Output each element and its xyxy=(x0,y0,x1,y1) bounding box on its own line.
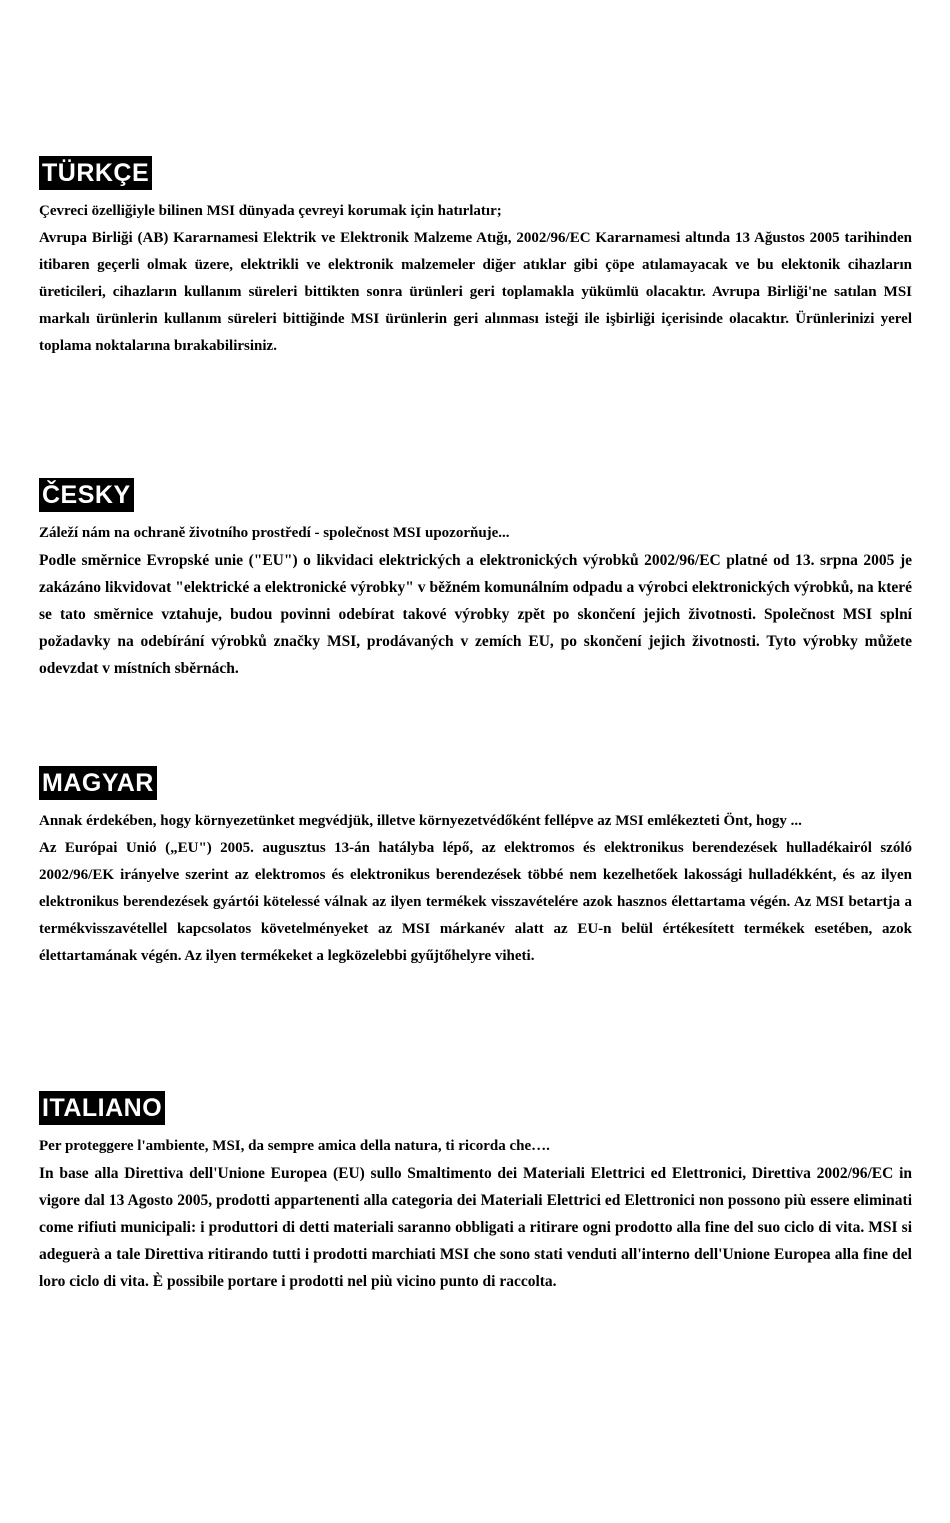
section-italian xyxy=(39,1091,912,1295)
section-turkish xyxy=(39,156,912,360)
section-heading: ČESKY xyxy=(39,478,134,512)
section-intro: Záleží nám na ochraně životního prostředí - společnost MSI upozorňuje... xyxy=(39,525,510,541)
section-body: Az Európai Unió („EU") 2005. augusztus 13-án hatályba lépő, az elektromos és elektronikus berendezések hulladékairól szóló 2002/96/EK irányelve szerint az elektromos és elektronikus berendezések többé nem kezelhetőek lakossági hulladékként, és az ilyen elektronikus berendezések gyártói kötelessé válnak az ilyen termékek visszavételére azok hasznos élettartama végén. Az MSI betartja a termékvisszavétellel kapcsolatos követelményeket az MSI márkanév alatt az EU-n belül értékesített termékek esetében, azok élettartamának végén. Az ilyen termékeket a legközelebbi gyűjtőhelyre viheti. xyxy=(39,840,912,964)
section-heading: MAGYAR xyxy=(39,766,157,800)
section-body: Avrupa Birliği (AB) Kararnamesi Elektrik ve Elektronik Malzeme Atığı, 2002/96/EC Kararnamesi altında 13 Ağustos 2005 tarihinden itibaren geçerli olmak üzere, elektrikli ve elektronik malzemeler diğer atıklar gibi çöpe atılamayacak ve bu elektonik cihazların üreticileri, cihazların kullanım süreleri bittikten sonra ürünleri geri toplamakla yükümlü olacaktır. Avrupa Birliği'ne satılan MSI markalı ürünlerin kullanım süreleri bittiğinde MSI ürünlerin geri alınması isteği ile işbirliği içerisinde olacaktır. Ürünlerinizi yerel toplama noktalarına bırakabilirsiniz. xyxy=(39,230,912,354)
section-heading: ITALIANO xyxy=(39,1091,165,1125)
section-body: In base alla Direttiva dell'Unione Europea (EU) sullo Smaltimento dei Materiali Elettrici ed Elettronici, Direttiva 2002/96/EC in vigore dal 13 Agosto 2005, prodotti appartenenti alla categoria dei Materiali Elettrici ed Elettronici non possono più essere eliminati come rifiuti municipali: i produttori di detti materiali saranno obbligati a ritirare ogni prodotto alla fine del suo ciclo di vita. MSI si adeguerà a tale Direttiva ritirando tutti i prodotti marchiati MSI che sono stati venduti all'interno dell'Unione Europea alla fine del loro ciclo di vita. È possibile portare i prodotti nel più vicino punto di raccolta. xyxy=(39,1165,912,1290)
section-intro: Annak érdekében, hogy környezetünket megvédjük, illetve környezetvédőként fellépve az MSI emlékezteti Önt, hogy ... xyxy=(39,813,802,829)
section-body: Podle směrnice Evropské unie ("EU") o likvidaci elektrických a elektronických výrobků 2002/96/EC platné od 13. srpna 2005 je zakázáno likvidovat "elektrické a elektronické výrobky" v běžném komunálním odpadu a výrobci elektronických výrobků, na které se tato směrnice vztahuje, budou povinni odebírat takové výrobky zpět po skončení jejich životnosti. Společnost MSI splní požadavky na odebírání výrobků značky MSI, prodávaných v zemích EU, po skončení jejich životnosti. Tyto výrobky můžete odevzdat v místních sběrnách. xyxy=(39,552,912,677)
section-intro: Per proteggere l'ambiente, MSI, da sempre amica della natura, ti ricorda che…. xyxy=(39,1138,550,1154)
section-hungarian xyxy=(39,766,912,970)
section-heading: TÜRKÇE xyxy=(39,156,152,190)
section-czech xyxy=(39,478,912,682)
section-intro: Çevreci özelliğiyle bilinen MSI dünyada çevreyi korumak için hatırlatır; xyxy=(39,203,502,219)
